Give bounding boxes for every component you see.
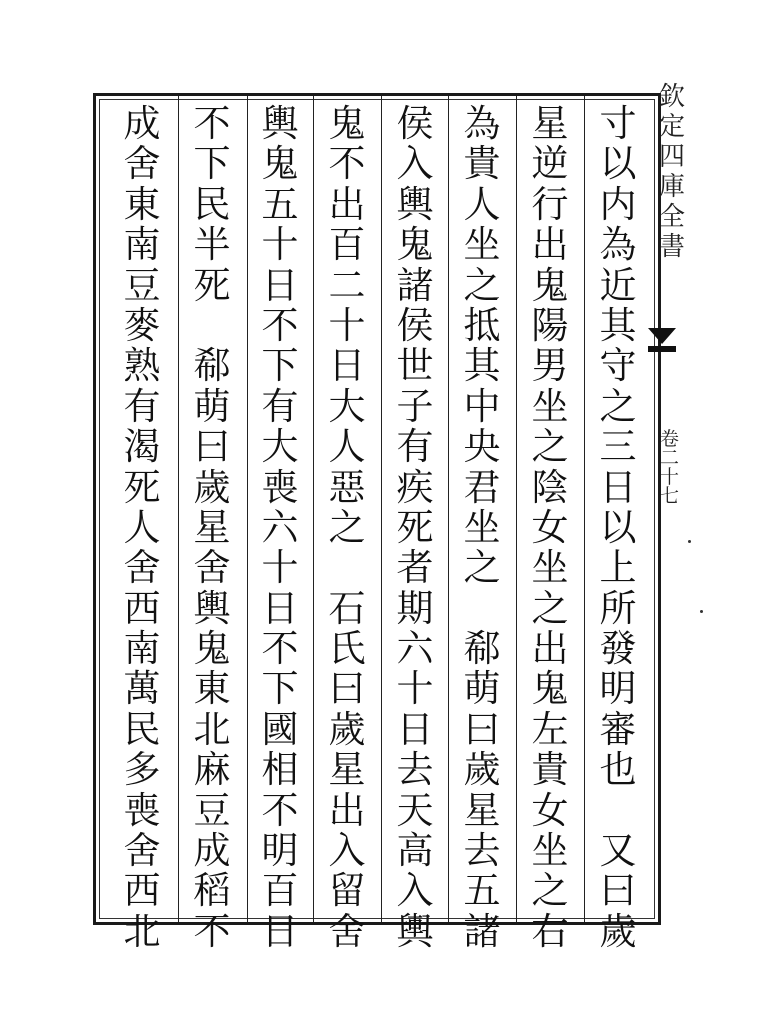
margin-juan-char: 十 bbox=[660, 466, 680, 488]
column-char: 惡 bbox=[328, 465, 366, 509]
column-char: 逆 bbox=[531, 142, 569, 186]
column-char: 不 bbox=[328, 142, 366, 186]
column-char: 舍 bbox=[193, 546, 231, 590]
column-char: 五 bbox=[463, 869, 501, 913]
column-char: 曰 bbox=[193, 425, 231, 469]
column-char: 豆 bbox=[193, 788, 231, 832]
column-char: 以 bbox=[599, 505, 637, 549]
column-char: 歲 bbox=[328, 707, 366, 751]
column-char: 有 bbox=[123, 384, 161, 428]
column-char: 日 bbox=[261, 909, 299, 953]
fish-tail-ornament bbox=[648, 328, 676, 344]
column-char: 其 bbox=[599, 303, 637, 347]
column-char: 行 bbox=[531, 182, 569, 226]
column-char: 半 bbox=[193, 223, 231, 267]
column-char: 民 bbox=[193, 182, 231, 226]
margin-juan-char: 二 bbox=[660, 447, 680, 469]
column-char: 之 bbox=[531, 869, 569, 913]
column-char: 子 bbox=[396, 384, 434, 428]
column-char: 百 bbox=[328, 223, 366, 267]
column-char: 下 bbox=[193, 142, 231, 186]
column-char: 北 bbox=[123, 909, 161, 953]
column-char: 不 bbox=[261, 303, 299, 347]
column-char: 歲 bbox=[599, 909, 637, 953]
column-char: 世 bbox=[396, 344, 434, 388]
column-char: 之 bbox=[531, 425, 569, 469]
column-char: 大 bbox=[328, 384, 366, 428]
fish-tail-bar bbox=[648, 346, 676, 352]
column-char: 舍 bbox=[123, 546, 161, 590]
column-char: 人 bbox=[328, 425, 366, 469]
column-char: 輿 bbox=[261, 102, 299, 145]
column-char: 之 bbox=[531, 586, 569, 630]
column-char: 多 bbox=[123, 748, 161, 792]
column-rule bbox=[313, 96, 314, 922]
text-column bbox=[184, 102, 240, 953]
column-char: 十 bbox=[261, 223, 299, 267]
column-char: 輿 bbox=[193, 586, 231, 630]
margin-title-char: 欽 bbox=[658, 82, 685, 112]
column-char: 高 bbox=[396, 829, 434, 873]
column-char: 内 bbox=[599, 182, 637, 226]
column-char: 喪 bbox=[123, 788, 161, 832]
margin-juan-char: 七 bbox=[660, 485, 680, 507]
column-char: 東 bbox=[193, 667, 231, 711]
column-char: 寸 bbox=[599, 102, 637, 145]
scan-speck bbox=[688, 540, 691, 543]
column-char: 歲 bbox=[193, 465, 231, 509]
column-char: 諸 bbox=[396, 263, 434, 307]
column-char: 期 bbox=[396, 586, 434, 630]
margin-title-char: 全 bbox=[658, 202, 685, 232]
column-char: 侯 bbox=[396, 303, 434, 347]
column-char: 日 bbox=[261, 586, 299, 630]
column-char: 又 bbox=[599, 829, 637, 873]
column-char: 十 bbox=[328, 303, 366, 347]
text-column bbox=[252, 102, 308, 953]
column-char: 左 bbox=[531, 707, 569, 751]
column-char: 出 bbox=[531, 627, 569, 671]
text-column bbox=[319, 102, 375, 953]
scan-speck bbox=[700, 610, 703, 613]
column-char: 出 bbox=[328, 182, 366, 226]
column-char: 天 bbox=[396, 788, 434, 832]
column-char: 相 bbox=[261, 748, 299, 792]
column-char: 歲 bbox=[463, 748, 501, 792]
column-char: 南 bbox=[123, 627, 161, 671]
margin-title-char: 書 bbox=[658, 232, 685, 262]
column-char: 以 bbox=[599, 142, 637, 186]
column-char: 舍 bbox=[328, 909, 366, 953]
column-char: 君 bbox=[463, 465, 501, 509]
column-char: 出 bbox=[328, 788, 366, 832]
column-char: 北 bbox=[193, 707, 231, 751]
column-char: 也 bbox=[599, 748, 637, 792]
column-char: 明 bbox=[261, 829, 299, 873]
column-char: 輿 bbox=[396, 182, 434, 226]
column-char: 石 bbox=[328, 586, 366, 630]
column-char: 守 bbox=[599, 344, 637, 388]
column-char: 出 bbox=[531, 223, 569, 267]
column-rule bbox=[178, 96, 179, 922]
text-column bbox=[114, 102, 170, 953]
column-char: 所 bbox=[599, 586, 637, 630]
column-char: 成 bbox=[123, 102, 161, 145]
column-char: 人 bbox=[463, 182, 501, 226]
column-char: 陰 bbox=[531, 465, 569, 509]
column-char: 近 bbox=[599, 263, 637, 307]
column-char: 豆 bbox=[123, 263, 161, 307]
column-char: 大 bbox=[261, 425, 299, 469]
column-char: 死 bbox=[396, 505, 434, 549]
column-char: 鬼 bbox=[193, 627, 231, 671]
column-char: 坐 bbox=[531, 829, 569, 873]
column-char: 下 bbox=[261, 667, 299, 711]
column-char: 貴 bbox=[463, 142, 501, 186]
column-char: 五 bbox=[261, 182, 299, 226]
column-char: 日 bbox=[396, 707, 434, 751]
column-char: 侯 bbox=[396, 102, 434, 145]
column-char: 國 bbox=[261, 707, 299, 751]
column-char: 不 bbox=[261, 788, 299, 832]
column-char: 六 bbox=[396, 627, 434, 671]
column-char: 央 bbox=[463, 425, 501, 469]
column-char: 鬼 bbox=[531, 667, 569, 711]
column-char: 稻 bbox=[193, 869, 231, 913]
column-char: 曰 bbox=[599, 869, 637, 913]
column-char: 死 bbox=[193, 263, 231, 307]
column-char: 麻 bbox=[193, 748, 231, 792]
column-char: 下 bbox=[261, 344, 299, 388]
column-char: 坐 bbox=[463, 223, 501, 267]
column-char: 鬼 bbox=[531, 263, 569, 307]
column-char: 星 bbox=[328, 748, 366, 792]
column-char: 女 bbox=[531, 505, 569, 549]
column-char: 審 bbox=[599, 707, 637, 751]
column-char: 鬼 bbox=[396, 223, 434, 267]
column-char: 女 bbox=[531, 788, 569, 832]
column-char: 喪 bbox=[261, 465, 299, 509]
column-char: 舍 bbox=[123, 142, 161, 186]
column-char: 諸 bbox=[463, 909, 501, 953]
column-char: 麥 bbox=[123, 303, 161, 347]
column-char: 者 bbox=[396, 546, 434, 590]
column-rule bbox=[448, 96, 449, 922]
column-char: 疾 bbox=[396, 465, 434, 509]
column-char: 曰 bbox=[328, 667, 366, 711]
column-char: 中 bbox=[463, 384, 501, 428]
column-char: 輿 bbox=[396, 909, 434, 953]
column-char: 氏 bbox=[328, 627, 366, 671]
column-char: 二 bbox=[328, 263, 366, 307]
column-char: 郗 bbox=[193, 344, 231, 388]
column-char bbox=[319, 548, 375, 588]
column-char: 有 bbox=[396, 425, 434, 469]
column-char: 百 bbox=[261, 869, 299, 913]
column-char: 入 bbox=[328, 829, 366, 873]
column-char: 之 bbox=[463, 263, 501, 307]
column-char: 星 bbox=[193, 505, 231, 549]
text-column bbox=[522, 102, 578, 953]
column-char: 西 bbox=[123, 586, 161, 630]
margin-book-title bbox=[652, 82, 692, 262]
column-char bbox=[184, 306, 240, 346]
column-char: 萌 bbox=[463, 667, 501, 711]
column-char: 貴 bbox=[531, 748, 569, 792]
column-char: 郗 bbox=[463, 627, 501, 671]
column-char: 民 bbox=[123, 707, 161, 751]
column-char: 右 bbox=[531, 909, 569, 953]
column-char bbox=[454, 589, 510, 629]
column-char: 上 bbox=[599, 546, 637, 590]
text-column bbox=[590, 102, 646, 953]
column-char: 留 bbox=[328, 869, 366, 913]
margin-title-char: 定 bbox=[658, 112, 685, 142]
column-char: 去 bbox=[396, 748, 434, 792]
column-char: 日 bbox=[599, 465, 637, 509]
column-char: 十 bbox=[261, 546, 299, 590]
column-char: 星 bbox=[531, 102, 569, 145]
column-char: 男 bbox=[531, 344, 569, 388]
column-char: 死 bbox=[123, 465, 161, 509]
margin-title-char: 四 bbox=[658, 142, 685, 172]
column-char: 明 bbox=[599, 667, 637, 711]
column-char: 三 bbox=[599, 425, 637, 469]
margin-juan-number bbox=[660, 430, 679, 506]
column-char: 鬼 bbox=[261, 142, 299, 186]
column-char: 之 bbox=[599, 384, 637, 428]
column-char: 坐 bbox=[531, 546, 569, 590]
column-char: 渴 bbox=[123, 425, 161, 469]
column-char: 入 bbox=[396, 869, 434, 913]
column-char: 其 bbox=[463, 344, 501, 388]
column-char: 為 bbox=[463, 102, 501, 145]
text-column bbox=[387, 102, 443, 953]
column-char: 萬 bbox=[123, 667, 161, 711]
column-char: 成 bbox=[193, 829, 231, 873]
column-rule bbox=[516, 96, 517, 922]
column-char: 十 bbox=[396, 667, 434, 711]
column-char: 南 bbox=[123, 223, 161, 267]
column-char: 曰 bbox=[463, 707, 501, 751]
column-char: 發 bbox=[599, 627, 637, 671]
column-char: 星 bbox=[463, 788, 501, 832]
column-char: 去 bbox=[463, 829, 501, 873]
column-char: 之 bbox=[328, 505, 366, 549]
column-char: 入 bbox=[396, 142, 434, 186]
margin-title-char: 庫 bbox=[658, 172, 685, 202]
column-rule bbox=[381, 96, 382, 922]
column-char: 人 bbox=[123, 505, 161, 549]
text-column bbox=[454, 102, 510, 953]
column-char: 有 bbox=[261, 384, 299, 428]
column-char: 坐 bbox=[531, 384, 569, 428]
column-char: 東 bbox=[123, 182, 161, 226]
column-char: 陽 bbox=[531, 303, 569, 347]
column-char: 舍 bbox=[123, 829, 161, 873]
column-char bbox=[590, 791, 646, 831]
column-char: 日 bbox=[261, 263, 299, 307]
column-char: 不 bbox=[193, 909, 231, 953]
column-char: 之 bbox=[463, 546, 501, 590]
column-char: 為 bbox=[599, 223, 637, 267]
column-char: 坐 bbox=[463, 505, 501, 549]
column-char: 抵 bbox=[463, 303, 501, 347]
column-rule bbox=[247, 96, 248, 922]
column-char: 日 bbox=[328, 344, 366, 388]
column-char: 六 bbox=[261, 505, 299, 549]
column-char: 西 bbox=[123, 869, 161, 913]
margin-juan-char: 卷 bbox=[660, 428, 680, 450]
column-char: 鬼 bbox=[328, 102, 366, 145]
column-char: 熟 bbox=[123, 344, 161, 388]
column-char: 萌 bbox=[193, 384, 231, 428]
column-char: 不 bbox=[193, 102, 231, 145]
column-char: 不 bbox=[261, 627, 299, 671]
column-rule bbox=[584, 96, 585, 922]
